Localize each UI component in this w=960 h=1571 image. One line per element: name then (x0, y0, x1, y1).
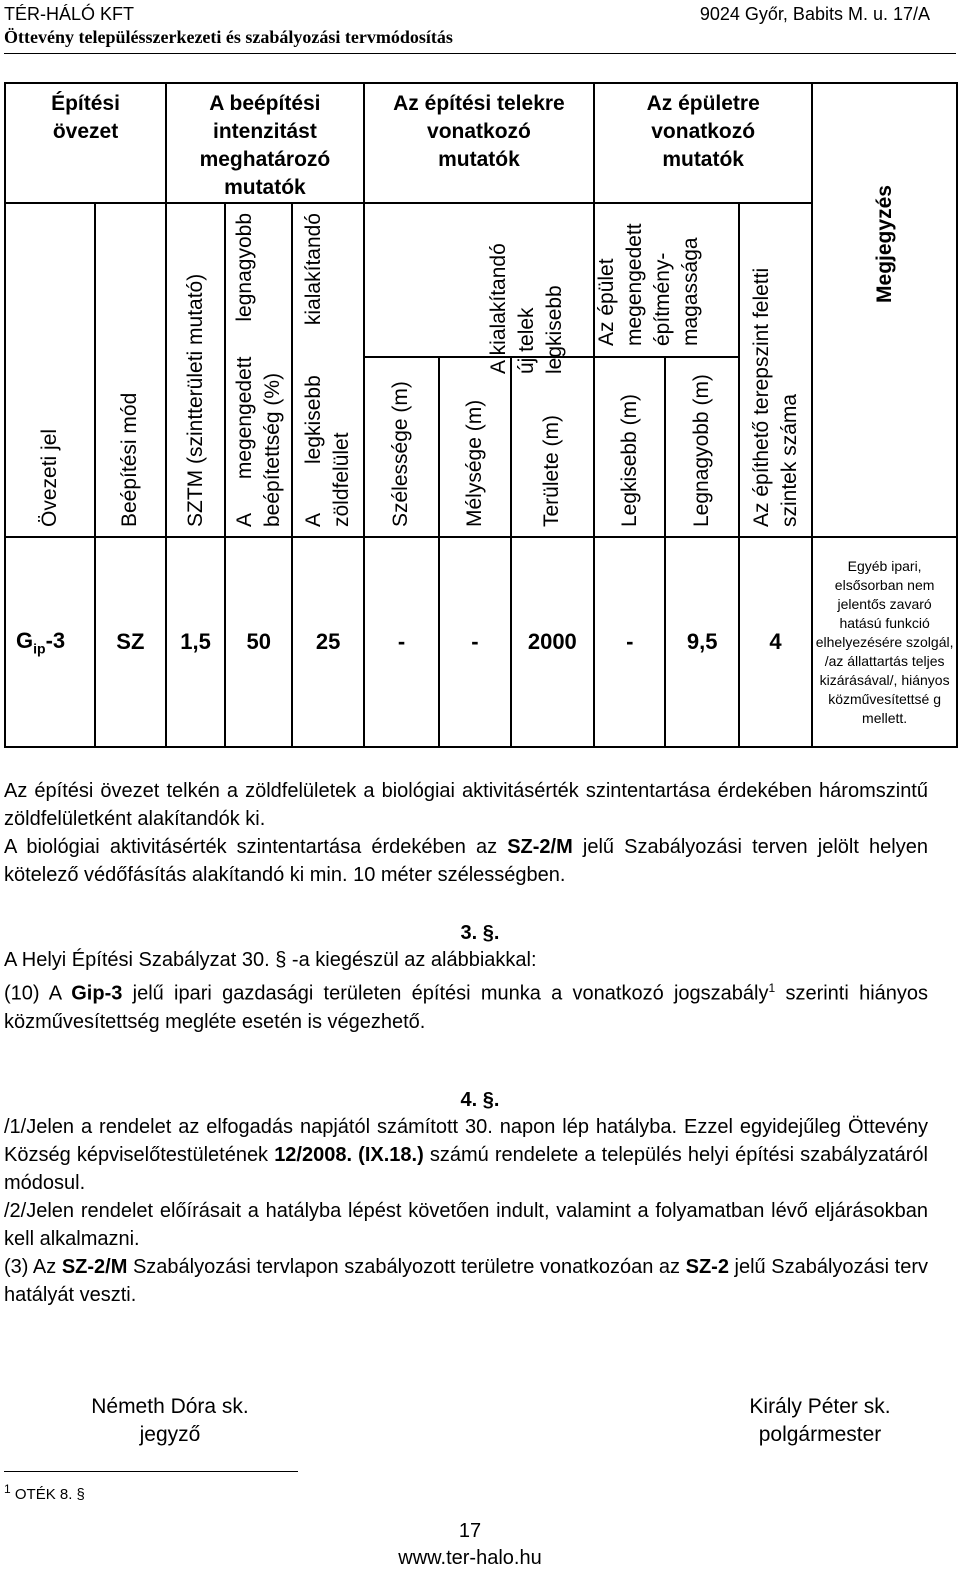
cell-remark: Egyéb ipari, elsősorban nem jelentős zavaró hatású funkció elhelyezésére szolgál, /az állattartás teljes kizárásával/, hiányos közművesítettsé g mellett. (812, 537, 957, 747)
col-depth: Mélysége (m) (439, 357, 510, 537)
col-sztm: SZTM (szintterületi mutató) (166, 203, 225, 537)
cell-min-green: 25 (292, 537, 363, 747)
signature-right-title: polgármester (758, 1423, 882, 1446)
col-area: Területe (m) (511, 357, 595, 537)
col-floors: Az építhető terepszint feletti szintek száma (739, 203, 812, 537)
group-building: Az épületre vonatkozó mutatók (594, 83, 812, 203)
signature-left-name: Németh Dóra sk. (91, 1395, 249, 1418)
footer-url: www.ter-halo.hu (398, 1547, 542, 1569)
cell-min-height: - (594, 537, 665, 747)
signature-left-title: jegyző (139, 1423, 201, 1446)
footnote-divider (4, 1471, 298, 1472)
paragraph-protective-trees: A biológiai aktivitásérték szintentartása érdekében az SZ-2/M jelű Szabályozási terven jelölt helyen kötelező védőfásítás alakítandó ki min. 10 méter szélességben. (4, 836, 928, 886)
section-3-intro: A Helyi Építési Szabályzat 30. § -a kiegészül az alábbiakkal: (4, 949, 537, 971)
col-zone-code: Övezeti jel (5, 203, 95, 537)
page-number: 17 (458, 1520, 482, 1542)
section-3-heading: 3. §. (460, 922, 500, 944)
section-4-paragraph-3: (3) Az SZ-2/M Szabályozási tervlapon szabályozott területre vonatkozóan az SZ-2 jelű Szabályozási terv hatályát veszti. (4, 1256, 928, 1306)
group-intensity: A beépítési intenzitást meghatározó mutatók (166, 83, 364, 203)
cell-max-coverage: 50 (225, 537, 292, 747)
table-row (5, 537, 957, 747)
paragraph-green-areas: Az építési övezet telkén a zöldfelületek a biológiai aktivitásérték szintentartása érdekében háromszintű zöldfelületként alakítandók ki. (4, 780, 928, 830)
col-width: Szélessége (m) (364, 357, 439, 537)
cell-width: - (364, 537, 439, 747)
cell-area: 2000 (511, 537, 595, 747)
group-zone: Építési övezet (5, 83, 166, 203)
footnote: $^1$ OTÉK 8. § (4, 1482, 85, 1503)
section-4-heading: 4. §. (460, 1089, 500, 1111)
col-build-mode: Beépítési mód (95, 203, 166, 537)
zoning-table (4, 82, 958, 748)
col-max-height: Legnagyobb (m) (665, 357, 738, 537)
col-max-coverage: A megengedett legnagyobb beépítettség (%) (225, 203, 292, 537)
signature-right-name: Király Péter sk. (749, 1395, 891, 1418)
cell-build-mode: SZ (95, 537, 166, 747)
cell-sztm: 1,5 (166, 537, 225, 747)
col-new-plot: A kialakítandó új telek legkisebb (364, 203, 594, 357)
col-height-group: Az épület megengedett építmény-magassága (594, 203, 739, 357)
col-remark (812, 83, 957, 537)
section-4-paragraph-2: /2/Jelen rendelet előírásait a hatályba lépést követően indult, valamint a folyamatban lévő eljárásokban kell alkalmazni. (4, 1200, 928, 1250)
group-plot: Az építési telekre vonatkozó mutatók (364, 83, 594, 203)
cell-floors: 4 (739, 537, 812, 747)
cell-depth: - (439, 537, 510, 747)
col-min-green: A legkisebb kialakítandó zöldfelület (292, 203, 363, 537)
document-subtitle: Öttevény településszerkezeti és szabályozási tervmódosítás (4, 27, 453, 47)
col-min-height: Legkisebb (m) (594, 357, 665, 537)
company-address: 9024 Győr, Babits M. u. 17/A (699, 4, 930, 24)
table-group-header-row (5, 83, 957, 203)
section-4-paragraph-1: /1/Jelen a rendelet az elfogadás napjától számított 30. napon lép hatályba. Ezzel egyidejűleg Öttevény Község képviselőtestületének 12/2008. (IX.18.) számú rendelete a település helyi építési szabályzatáról módosul. (4, 1116, 928, 1194)
company-name: TÉR-HÁLÓ KFT (4, 4, 135, 24)
cell-max-height: 9,5 (665, 537, 738, 747)
remark-header: Megjegyzés (872, 185, 896, 303)
header-divider (4, 53, 956, 54)
cell-zone-code: $G_{ip}-3$ (5, 537, 95, 747)
section-3-paragraph: (10) A Gip-3 jelű ipari gazdasági területen építési munka a vonatkozó jogszabály$^1$ szerinti hiányos közművesítettség megléte esetén is végezhető. (4, 981, 929, 1033)
